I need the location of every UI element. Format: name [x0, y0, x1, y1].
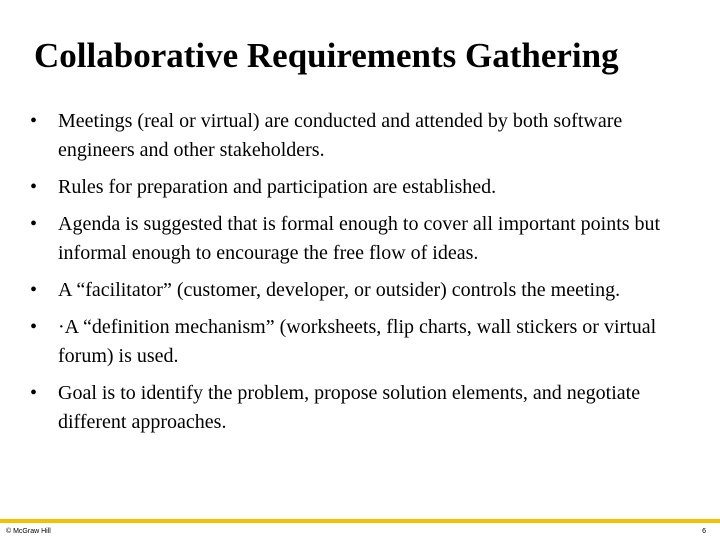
- bullet-item: [30, 173, 700, 202]
- bullet-item: [30, 210, 700, 268]
- bullet-marker: •: [30, 382, 38, 404]
- bullet-marker: •: [30, 213, 38, 235]
- slide-title: Collaborative Requirements Gathering: [34, 36, 619, 75]
- page-number: 6: [702, 528, 706, 535]
- bullet-text: A “facilitator” (customer, developer, or outsider) controls the meeting.: [58, 279, 621, 301]
- bullet-marker: •: [30, 316, 38, 338]
- footer-accent-bar: [0, 519, 720, 523]
- bullet-item: [30, 313, 700, 371]
- bullet-text: Goal is to identify the problem, propose solution elements, and negotiate different approaches.: [58, 382, 641, 433]
- bullet-text: Meetings (real or virtual) are conducted and attended by both software engineers and other stakeholders.: [58, 110, 623, 161]
- bullet-text: Rules for preparation and participation are established.: [58, 176, 497, 198]
- bullet-marker: •: [30, 110, 38, 132]
- bullet-text: ·A “definition mechanism” (worksheets, flip charts, wall stickers or virtual forum) is used.: [58, 316, 657, 367]
- bullet-list: [30, 107, 700, 445]
- bullet-marker: •: [30, 279, 38, 301]
- bullet-item: [30, 107, 700, 165]
- bullet-item: [30, 379, 700, 437]
- bullet-marker: •: [30, 176, 38, 198]
- bullet-text: Agenda is suggested that is formal enough to cover all important points but informal enough to encourage the free flow of ideas.: [58, 213, 661, 264]
- copyright-text: © McGraw Hill: [6, 528, 51, 535]
- bullet-item: [30, 276, 700, 305]
